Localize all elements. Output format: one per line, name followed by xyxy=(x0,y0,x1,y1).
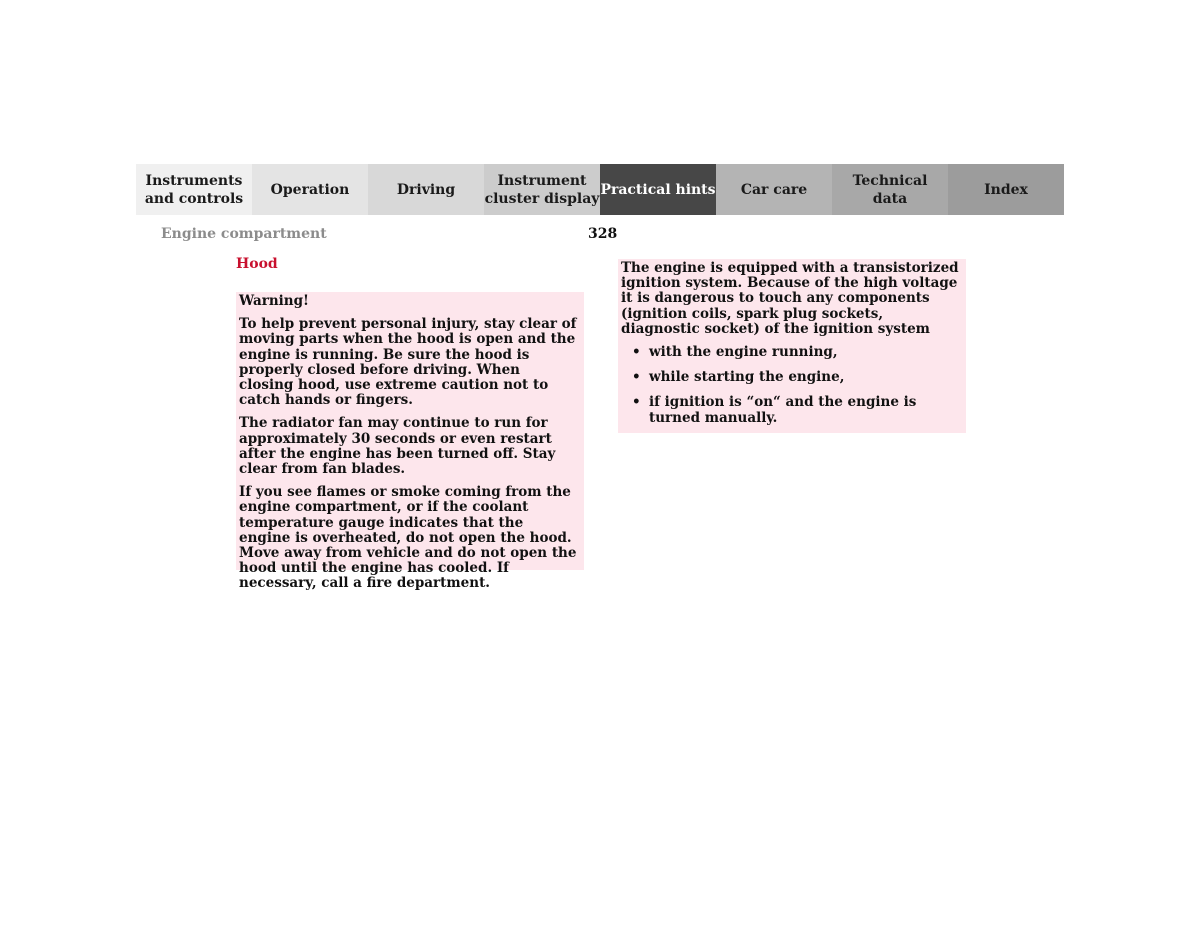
tab-instruments-and-controls[interactable]: Instruments and controls xyxy=(136,164,252,215)
bullet-icon: • xyxy=(632,344,641,361)
ignition-intro: The engine is equipped with a transistorized ignition system. Because of the high voltage it is dangerous to touch any components (ignition coils, spark plug sockets, diagnostic socket) of the ignition system xyxy=(621,260,959,337)
section-title: Hood xyxy=(236,256,278,272)
tab-practical-hints[interactable]: Practical hints xyxy=(600,164,716,215)
hood-warning-box xyxy=(236,292,584,592)
bullet-text: while starting the engine, xyxy=(649,369,845,386)
warning-paragraph: To help prevent personal injury, stay clear of moving parts when the hood is open and the engine is running. Be sure the hood is properly closed before driving. When closing hood, use extreme caution not to catch hands or fingers. xyxy=(239,316,577,409)
page-number: 328 xyxy=(588,226,618,242)
bullet-text: if ignition is “on“ and the engine is turned manually. xyxy=(649,394,917,427)
tab-driving[interactable]: Driving xyxy=(368,164,484,215)
warning-heading: Warning! xyxy=(239,293,309,309)
bullet-text: with the engine running, xyxy=(649,344,838,361)
tab-index[interactable]: Index xyxy=(948,164,1064,215)
chapter-tab-bar xyxy=(136,164,1064,215)
warning-paragraph: If you see flames or smoke coming from the engine compartment, or if the coolant temperature gauge indicates that the engine is overheated, do not open the hood. Move away from vehicle and do not open the hood until the engine has cooled. If necessary, call a fire department. xyxy=(239,484,577,592)
list-item xyxy=(621,394,960,426)
tab-car-care[interactable]: Car care xyxy=(716,164,832,215)
warning-paragraph: The radiator fan may continue to run for approximately 30 seconds or even restart after the engine has been turned off. Stay clear from fan blades. xyxy=(239,415,556,478)
bullet-icon: • xyxy=(632,369,641,386)
ignition-warning-box xyxy=(618,259,966,433)
tab-instrument-cluster-display[interactable]: Instrument cluster display xyxy=(484,164,600,215)
section-header: Engine compartment xyxy=(161,226,327,242)
list-item xyxy=(621,369,960,385)
bullet-icon: • xyxy=(632,394,641,411)
tab-operation[interactable]: Operation xyxy=(252,164,368,215)
list-item xyxy=(621,344,960,360)
tab-technical-data[interactable]: Technical data xyxy=(832,164,948,215)
ignition-bullet-list xyxy=(621,344,960,426)
